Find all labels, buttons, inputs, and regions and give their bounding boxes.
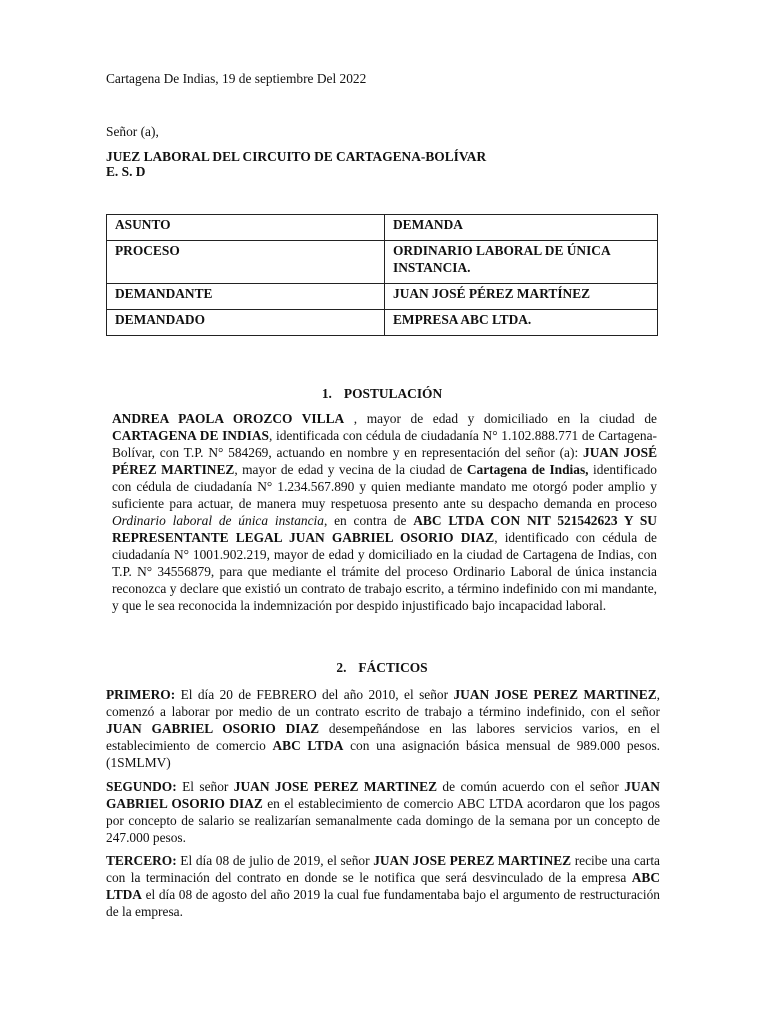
table-cell-value: JUAN JOSÉ PÉREZ MARTÍNEZ [385, 284, 658, 310]
table-row [107, 310, 658, 336]
plaintiff-name: JUAN JOSE PEREZ MARTINEZ [373, 853, 572, 868]
text-run: , mayor de edad y vecina de la ciudad de [234, 462, 467, 477]
company-name: ABC LTDA [272, 738, 344, 753]
section-number: 1. [321, 386, 332, 401]
text-run: desempeñándose en las labores servicios varios, en el establecimiento de comercio [106, 721, 660, 753]
table-cell-value: ORDINARIO LABORAL DE ÚNICA INSTANCIA. [385, 241, 658, 284]
table-row [107, 284, 658, 310]
case-info-table [106, 214, 658, 336]
table-cell-label: DEMANDANTE [107, 284, 385, 310]
fact-primero [106, 686, 660, 771]
fact-label: TERCERO: [106, 853, 177, 868]
table-cell-value: DEMANDA [385, 215, 658, 241]
postulacion-paragraph [112, 410, 657, 614]
salutation: Señor (a), [106, 124, 159, 139]
section-heading-facticos [106, 659, 658, 676]
company-name: ABC LTDA [106, 870, 660, 902]
fact-label: SEGUNDO: [106, 779, 177, 794]
table-row [107, 241, 658, 284]
text-run: , identificado con cédula de ciudadanía N° 1001.902.219, mayor de edad y domiciliado en la ciudad de Cartagena de Indias, con T.P. N° 34556879, para que mediante el trámite del proceso Ordinario Laboral de única instancia reconozca y declare que existió un contrato de trabajo escrito, a término indefinido con mi mandante, y que le sea reconocida la indemnización por despido injustificado bajo incapacidad laboral. [112, 530, 657, 613]
text-run: El día 20 de FEBRERO del año 2010, el señor [175, 687, 454, 702]
plaintiff-name: JUAN JOSÉ PÉREZ MARTINEZ [112, 445, 658, 477]
fact-segundo [106, 778, 660, 846]
table-cell-label: PROCESO [107, 241, 385, 284]
text-run: , comenzó a laborar por medio de un contrato escrito de trabajo a término indefinido, con el señor [106, 687, 661, 719]
plaintiff-name: JUAN JOSE PEREZ MARTINEZ [453, 687, 657, 702]
text-run: con una asignación básica mensual de 989.000 pesos. (1SMLMV) [106, 738, 661, 770]
text-run: , mayor de edad y domiciliado en la ciudad de [344, 411, 657, 426]
table-cell-label: ASUNTO [107, 215, 385, 241]
employer-name: JUAN GABRIEL OSORIO DIAZ [106, 721, 320, 736]
city-name: CARTAGENA DE INDIAS [112, 428, 269, 443]
place-date: Cartagena De Indias, 19 de septiembre Del 2022 [106, 71, 367, 86]
text-run: El día 08 de julio de 2019, el señor [176, 853, 374, 868]
employer-name: JUAN GABRIEL OSORIO DIAZ [106, 779, 660, 811]
fact-label: PRIMERO: [106, 687, 176, 702]
process-type: Ordinario laboral de única instancia [112, 513, 324, 528]
text-run: el día 08 de agosto del año 2019 la cual fue fundamentaba bajo el argumento de restructuración de la empresa. [106, 887, 660, 919]
text-run: recibe una carta con la terminación del contrato en donde se le notifica que será desvinculado de la empresa [106, 853, 660, 885]
section-title: FÁCTICOS [358, 660, 428, 675]
fact-tercero [106, 852, 660, 920]
table-cell-label: DEMANDADO [107, 310, 385, 336]
defendant-name: ABC LTDA CON NIT 521542623 Y SU REPRESENTANTE LEGAL JUAN GABRIEL OSORIO DIAZ [112, 513, 657, 545]
text-run: en el establecimiento de comercio ABC LTDA acordaron que los pagos por concepto de salario se realizarían semanalmente cada domingo de la semana por un concepto de 247.000 pesos. [106, 796, 661, 845]
city-name: Cartagena de Indias, [466, 462, 589, 477]
recipient-line-1: JUEZ LABORAL DEL CIRCUITO DE CARTAGENA-BOLÍVAR [106, 149, 487, 164]
table-row [107, 215, 658, 241]
text-run: , identificada con cédula de ciudadanía N° 1.102.888.771 de Cartagena-Bolívar, con T.P. N° 584269, actuando en nombre y en representación del señor (a): [112, 428, 657, 460]
plaintiff-name: JUAN JOSE PEREZ MARTINEZ [233, 779, 438, 794]
section-heading-postulacion [106, 385, 658, 402]
text-run: identificado con cédula de ciudadanía N° 1.234.567.890 y quien mediante mandato me otorgó poder amplio y suficiente para actuar, de manera muy respetuosa presento ante su despacho demanda en proceso [112, 462, 657, 511]
attorney-name: ANDREA PAOLA OROZCO VILLA [112, 411, 345, 426]
section-title: POSTULACIÓN [343, 386, 443, 401]
text-run: El señor [176, 779, 234, 794]
section-number: 2. [336, 660, 347, 675]
recipient-line-2: E. S. D [106, 164, 146, 179]
text-run: de común acuerdo con el señor [437, 779, 625, 794]
table-cell-value: EMPRESA ABC LTDA. [385, 310, 658, 336]
text-run: , en contra de [323, 513, 414, 528]
